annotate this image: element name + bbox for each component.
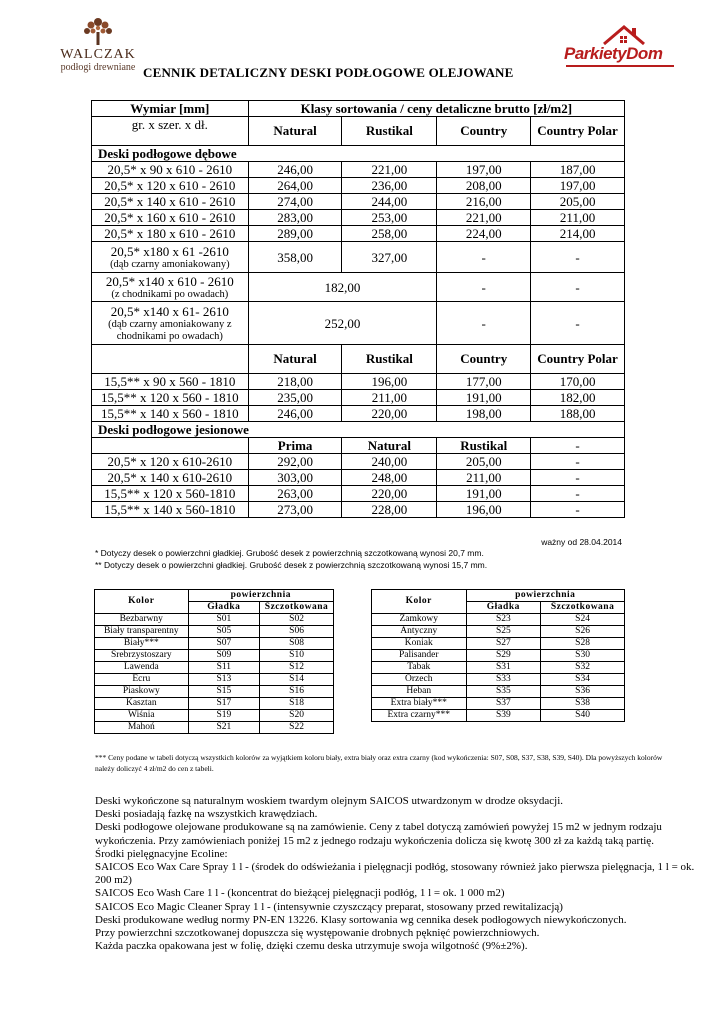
- col-country-polar: Country Polar: [531, 117, 625, 146]
- special1-polar: -: [531, 242, 625, 273]
- oak2-price: 235,00: [248, 390, 342, 406]
- color-code-brushed: S34: [541, 674, 625, 686]
- table-row: [92, 210, 625, 226]
- ash-dim: 15,5** x 120 x 560-1810: [92, 486, 249, 502]
- color-code-smooth: S13: [188, 674, 260, 686]
- color-code-smooth: S39: [466, 710, 541, 722]
- color-name: Ecru: [95, 674, 189, 686]
- description-line: SAICOS Eco Wash Care 1 l - (koncentrat do bieżącej pielęgnacji podłóg, 1 l = ok. 1 000 m2): [95, 887, 505, 900]
- oak2-price: 170,00: [531, 374, 625, 390]
- oak-price: 244,00: [342, 194, 437, 210]
- color-row: [95, 674, 334, 686]
- color-code-smooth: S25: [466, 626, 541, 638]
- color-row: [95, 686, 334, 698]
- special-row-3: [92, 302, 625, 345]
- color-row: [372, 614, 625, 626]
- oak-price: 205,00: [531, 194, 625, 210]
- oak-price: 246,00: [248, 162, 342, 178]
- section-row: [92, 146, 625, 162]
- color-code-smooth: S29: [466, 650, 541, 662]
- oak-price: 264,00: [248, 178, 342, 194]
- ash-price: 273,00: [248, 502, 342, 518]
- color-name: Mahoń: [95, 722, 189, 734]
- ash-price: 248,00: [342, 470, 437, 486]
- color-code-smooth: S19: [188, 710, 260, 722]
- color-code-smooth: S21: [188, 722, 260, 734]
- color-row: [372, 698, 625, 710]
- color-row: [95, 650, 334, 662]
- oak-dim: 20,5* x 120 x 610 - 2610: [92, 178, 249, 194]
- color-row: [372, 626, 625, 638]
- house-roof-icon: [602, 24, 646, 46]
- logo-underline: [566, 65, 674, 67]
- color-name: Orzech: [372, 674, 467, 686]
- color-code-brushed: S02: [260, 614, 334, 626]
- color-row: [95, 662, 334, 674]
- color-row: [372, 686, 625, 698]
- color-row: [372, 638, 625, 650]
- col2-country: Country: [437, 345, 531, 374]
- description-line: Każda paczka opakowana jest w folię, dzięki czemu deska utrzymuje swoja wilgotność (9%±2%).: [95, 940, 528, 953]
- color-code-brushed: S26: [541, 626, 625, 638]
- logo-brand: WALCZAK: [60, 47, 136, 62]
- special1-country: -: [437, 242, 531, 273]
- header2-blank: [92, 345, 249, 374]
- color-code-smooth: S17: [188, 698, 260, 710]
- col-rustikal: Rustikal: [342, 117, 437, 146]
- special1-note: (dąb czarny amoniakowany): [110, 258, 230, 270]
- oak2-price: 188,00: [531, 406, 625, 422]
- description-line: Przy powierzchni szczotkowanej dopuszcza się występowanie drobnych pęknięć powierzchniowych.: [95, 927, 540, 940]
- color-code-smooth: S01: [188, 614, 260, 626]
- oak-dim: 20,5* x 90 x 610 - 2610: [92, 162, 249, 178]
- color-table-right: [371, 589, 625, 722]
- oak-price: 274,00: [248, 194, 342, 210]
- ash-price: 205,00: [437, 454, 531, 470]
- color-left-h-gladka: Gładka: [188, 602, 260, 614]
- col3-dash: -: [531, 438, 625, 454]
- section-oak: Deski podłogowe dębowe: [92, 146, 625, 162]
- oak-price: 221,00: [437, 210, 531, 226]
- header-wymiar: Wymiar [mm]: [92, 101, 249, 117]
- oak-rows: [92, 162, 625, 242]
- oak-price: 221,00: [342, 162, 437, 178]
- color-row: [95, 710, 334, 722]
- color-code-smooth: S15: [188, 686, 260, 698]
- walczak-logo: [58, 16, 138, 73]
- table-row: [92, 194, 625, 210]
- special2-price: 182,00: [248, 273, 437, 302]
- ash-price: 196,00: [437, 502, 531, 518]
- color-code-brushed: S40: [541, 710, 625, 722]
- table-row: [92, 502, 625, 518]
- ash-price: -: [531, 470, 625, 486]
- ash-dim: 15,5** x 140 x 560-1810: [92, 502, 249, 518]
- oak-price: 211,00: [531, 210, 625, 226]
- oak2-price: 198,00: [437, 406, 531, 422]
- oak-price: 258,00: [342, 226, 437, 242]
- ash-price: 228,00: [342, 502, 437, 518]
- header3-blank: [92, 438, 249, 454]
- note-2: ** Dotyczy desek o powierzchni gładkiej. Grubość desek z powierzchnią szczotkowaną wynosi 15,7 mm.: [95, 560, 488, 570]
- color-name: Extra czarny***: [372, 710, 467, 722]
- color-name: Srebrzystoszary: [95, 650, 189, 662]
- oak-dim: 20,5* x 140 x 610 - 2610: [92, 194, 249, 210]
- color-code-smooth: S37: [466, 698, 541, 710]
- color-code-brushed: S30: [541, 650, 625, 662]
- oak2-price: 177,00: [437, 374, 531, 390]
- special1-rustikal: 327,00: [342, 242, 437, 273]
- col3-natural: Natural: [342, 438, 437, 454]
- color-right-h-gladka: Gładka: [466, 602, 541, 614]
- oak-price: 208,00: [437, 178, 531, 194]
- special3-polar: -: [531, 302, 625, 345]
- special2-dim-text: 20,5* x140 x 610 - 2610: [105, 273, 234, 289]
- color-name: Biały transparentny: [95, 626, 189, 638]
- color-code-brushed: S24: [541, 614, 625, 626]
- col2-natural: Natural: [248, 345, 342, 374]
- description-line: Deski podłogowe olejowane produkowane są na zamówienie. Ceny z tabel dotyczą zamówień powyżej 15 m2 w jednym rodzaju wykończenia. Przy zamówieniach poniżej 15 m2 z jednego rodzaju wykończenia dolicza się kwotę 300 zł za każdą taką partię.: [95, 821, 662, 847]
- color-name: Koniak: [372, 638, 467, 650]
- color-right-head: [372, 590, 625, 602]
- color-row: [372, 710, 625, 722]
- color-code-brushed: S28: [541, 638, 625, 650]
- oak2-price: 191,00: [437, 390, 531, 406]
- table-row: [92, 226, 625, 242]
- color-name: Lawenda: [95, 662, 189, 674]
- col2-country-polar: Country Polar: [531, 345, 625, 374]
- table-row: [92, 374, 625, 390]
- header-klasy: Klasy sortowania / ceny detaliczne brutto [zł/m2]: [248, 101, 624, 117]
- table-row: [92, 454, 625, 470]
- ash-price: 211,00: [437, 470, 531, 486]
- table-row: [92, 178, 625, 194]
- page-title: CENNIK DETALICZNY DESKI PODŁOGOWE OLEJOWANE: [143, 65, 514, 80]
- logo-subtitle: podłogi drewniane: [60, 62, 136, 73]
- special3-dim: [92, 302, 249, 345]
- ash-rows: [92, 454, 625, 518]
- ash-price: 220,00: [342, 486, 437, 502]
- oak2-dim: 15,5** x 120 x 560 - 1810: [92, 390, 249, 406]
- color-name: Palisander: [372, 650, 467, 662]
- oak-price: 197,00: [437, 162, 531, 178]
- oak2-price: 211,00: [342, 390, 437, 406]
- color-row: [372, 674, 625, 686]
- oak2-price: 218,00: [248, 374, 342, 390]
- oak-price: 214,00: [531, 226, 625, 242]
- color-code-smooth: S05: [188, 626, 260, 638]
- oak-dim: 20,5* x 180 x 610 - 2610: [92, 226, 249, 242]
- col-country: Country: [437, 117, 531, 146]
- color-left-h-pow: powierzchnia: [188, 590, 333, 602]
- oak-price: 187,00: [531, 162, 625, 178]
- col-natural: Natural: [248, 117, 342, 146]
- oak-price: 224,00: [437, 226, 531, 242]
- color-name: Wiśnia: [95, 710, 189, 722]
- section-row-ash: [92, 422, 625, 438]
- color-code-smooth: S35: [466, 686, 541, 698]
- special3-price: 252,00: [248, 302, 437, 345]
- color-row: [95, 722, 334, 734]
- description-line: Deski posiadają fazkę na wszystkich krawędziach.: [95, 808, 318, 821]
- oak-dim: 20,5* x 160 x 610 - 2610: [92, 210, 249, 226]
- color-left-head: [95, 590, 334, 602]
- color-code-smooth: S33: [466, 674, 541, 686]
- color-name: Biały***: [95, 638, 189, 650]
- color-left-rows: [95, 614, 334, 734]
- ash-price: -: [531, 486, 625, 502]
- oak2-price: 182,00: [531, 390, 625, 406]
- description-line: SAICOS Eco Wax Care Spray 1 l - (środek do odświeżania i pielęgnacji podłóg, stosowany również jako pierwsza pielęgnacja, 1 l = ok. 200 m2): [95, 861, 695, 887]
- color-right-h-pow: powierzchnia: [466, 590, 624, 602]
- special-row-2: [92, 273, 625, 302]
- oak-price: 216,00: [437, 194, 531, 210]
- color-code-brushed: S14: [260, 674, 334, 686]
- color-code-smooth: S07: [188, 638, 260, 650]
- color-name: Piaskowy: [95, 686, 189, 698]
- header-row: [92, 101, 625, 117]
- color-row: [95, 638, 334, 650]
- table-row: [92, 486, 625, 502]
- oak-price: 289,00: [248, 226, 342, 242]
- special1-dim: [92, 242, 249, 273]
- color-code-smooth: S31: [466, 662, 541, 674]
- special2-polar: -: [531, 273, 625, 302]
- special2-dim: [92, 273, 249, 302]
- special2-country: -: [437, 273, 531, 302]
- color-row: [95, 698, 334, 710]
- special3-note: (dąb czarny amoniakowany z chodnikami po owadach): [108, 318, 232, 342]
- logo-brand-right: ParkietyDom: [564, 44, 663, 63]
- description-line: Środki pielęgnacyjne Ecoline:: [95, 847, 228, 860]
- header-dims: gr. x szer. x dł.: [92, 117, 249, 146]
- ash-price: 240,00: [342, 454, 437, 470]
- color-name: Kasztan: [95, 698, 189, 710]
- price-table: [91, 100, 625, 518]
- oak2-price: 196,00: [342, 374, 437, 390]
- color-code-brushed: S18: [260, 698, 334, 710]
- color-right-h-kolor: Kolor: [372, 590, 467, 614]
- ash-price: 263,00: [248, 486, 342, 502]
- color-name: Zamkowy: [372, 614, 467, 626]
- header-row-cols: [92, 117, 625, 146]
- table-row: [92, 390, 625, 406]
- color-code-brushed: S32: [541, 662, 625, 674]
- section-ash: Deski podłogowe jesionowe: [92, 422, 625, 438]
- ash-dim: 20,5* x 140 x 610-2610: [92, 470, 249, 486]
- ash-price: -: [531, 454, 625, 470]
- color-left-h-szcz: Szczotkowana: [260, 602, 334, 614]
- col2-rustikal: Rustikal: [342, 345, 437, 374]
- special3-country: -: [437, 302, 531, 345]
- color-code-smooth: S23: [466, 614, 541, 626]
- color-code-brushed: S08: [260, 638, 334, 650]
- color-code-smooth: S09: [188, 650, 260, 662]
- color-code-brushed: S16: [260, 686, 334, 698]
- ash-price: -: [531, 502, 625, 518]
- note-1: * Dotyczy desek o powierzchni gładkiej. Grubość desek z powierzchnią szczotkowaną wynosi 20,7 mm.: [95, 548, 484, 558]
- color-name: Bezbarwny: [95, 614, 189, 626]
- color-code-smooth: S11: [188, 662, 260, 674]
- header-row-2: [92, 345, 625, 374]
- oak-price: 253,00: [342, 210, 437, 226]
- special2-note: (z chodnikami po owadach): [111, 288, 229, 300]
- color-name: Tabak: [372, 662, 467, 674]
- color-name: Extra biały***: [372, 698, 467, 710]
- footnote: *** Ceny podane w tabeli dotyczą wszystkich kolorów za wyjątkiem koloru biały, extra biały oraz extra czarny (kod wykończenia: S07, S08, S37, S38, S39, S40). Dla powyższych kolorów należy doliczyć 4 zł/m2 do cen z tabeli.: [95, 753, 663, 773]
- col3-rustikal: Rustikal: [437, 438, 531, 454]
- color-code-brushed: S36: [541, 686, 625, 698]
- color-code-brushed: S38: [541, 698, 625, 710]
- color-row: [95, 626, 334, 638]
- color-code-brushed: S12: [260, 662, 334, 674]
- ash-price: 303,00: [248, 470, 342, 486]
- color-code-brushed: S10: [260, 650, 334, 662]
- ash-price: 191,00: [437, 486, 531, 502]
- color-left-h-kolor: Kolor: [95, 590, 189, 614]
- description-line: Deski produkowane według normy PN-EN 13226. Klasy sortowania wg cennika desek podłogowych niewykończonych.: [95, 913, 627, 926]
- color-name: Heban: [372, 686, 467, 698]
- table-row: [92, 406, 625, 422]
- tree-icon: [81, 16, 115, 46]
- header-row-3: [92, 438, 625, 454]
- oak-rows-2: [92, 374, 625, 422]
- color-code-brushed: S20: [260, 710, 334, 722]
- color-row: [95, 614, 334, 626]
- color-right-rows: [372, 614, 625, 722]
- ash-price: 292,00: [248, 454, 342, 470]
- valid-from: ważny od 28.04.2014: [541, 537, 622, 547]
- color-table-left: [94, 589, 334, 734]
- special1-dim-text: 20,5* x180 x 61 -2610: [110, 243, 229, 259]
- oak2-price: 246,00: [248, 406, 342, 422]
- description-line: Deski wykończone są naturalnym woskiem twardym olejnym SAICOS utwardzonym w drodze oksydacji.: [95, 795, 564, 807]
- oak-price: 283,00: [248, 210, 342, 226]
- color-name: Antyczny: [372, 626, 467, 638]
- color-right-h-szcz: Szczotkowana: [541, 602, 625, 614]
- description: [95, 795, 695, 953]
- color-row: [372, 662, 625, 674]
- oak2-dim: 15,5** x 140 x 560 - 1810: [92, 406, 249, 422]
- description-line: SAICOS Eco Magic Cleaner Spray 1 l - (intensywnie czyszczący preparat, stosowany przed rewitalizacją): [95, 900, 563, 913]
- ash-dim: 20,5* x 120 x 610-2610: [92, 454, 249, 470]
- special1-natural: 358,00: [248, 242, 342, 273]
- col3-prima: Prima: [248, 438, 342, 454]
- oak2-dim: 15,5** x 90 x 560 - 1810: [92, 374, 249, 390]
- table-row: [92, 162, 625, 178]
- color-row: [372, 650, 625, 662]
- table-row: [92, 470, 625, 486]
- color-code-brushed: S22: [260, 722, 334, 734]
- oak2-price: 220,00: [342, 406, 437, 422]
- oak-price: 236,00: [342, 178, 437, 194]
- color-code-brushed: S06: [260, 626, 334, 638]
- special-row-1: [92, 242, 625, 273]
- parkietydom-logo: [558, 22, 676, 70]
- special3-dim-text: 20,5* x140 x 61- 2610: [110, 303, 229, 319]
- oak-price: 197,00: [531, 178, 625, 194]
- color-code-smooth: S27: [466, 638, 541, 650]
